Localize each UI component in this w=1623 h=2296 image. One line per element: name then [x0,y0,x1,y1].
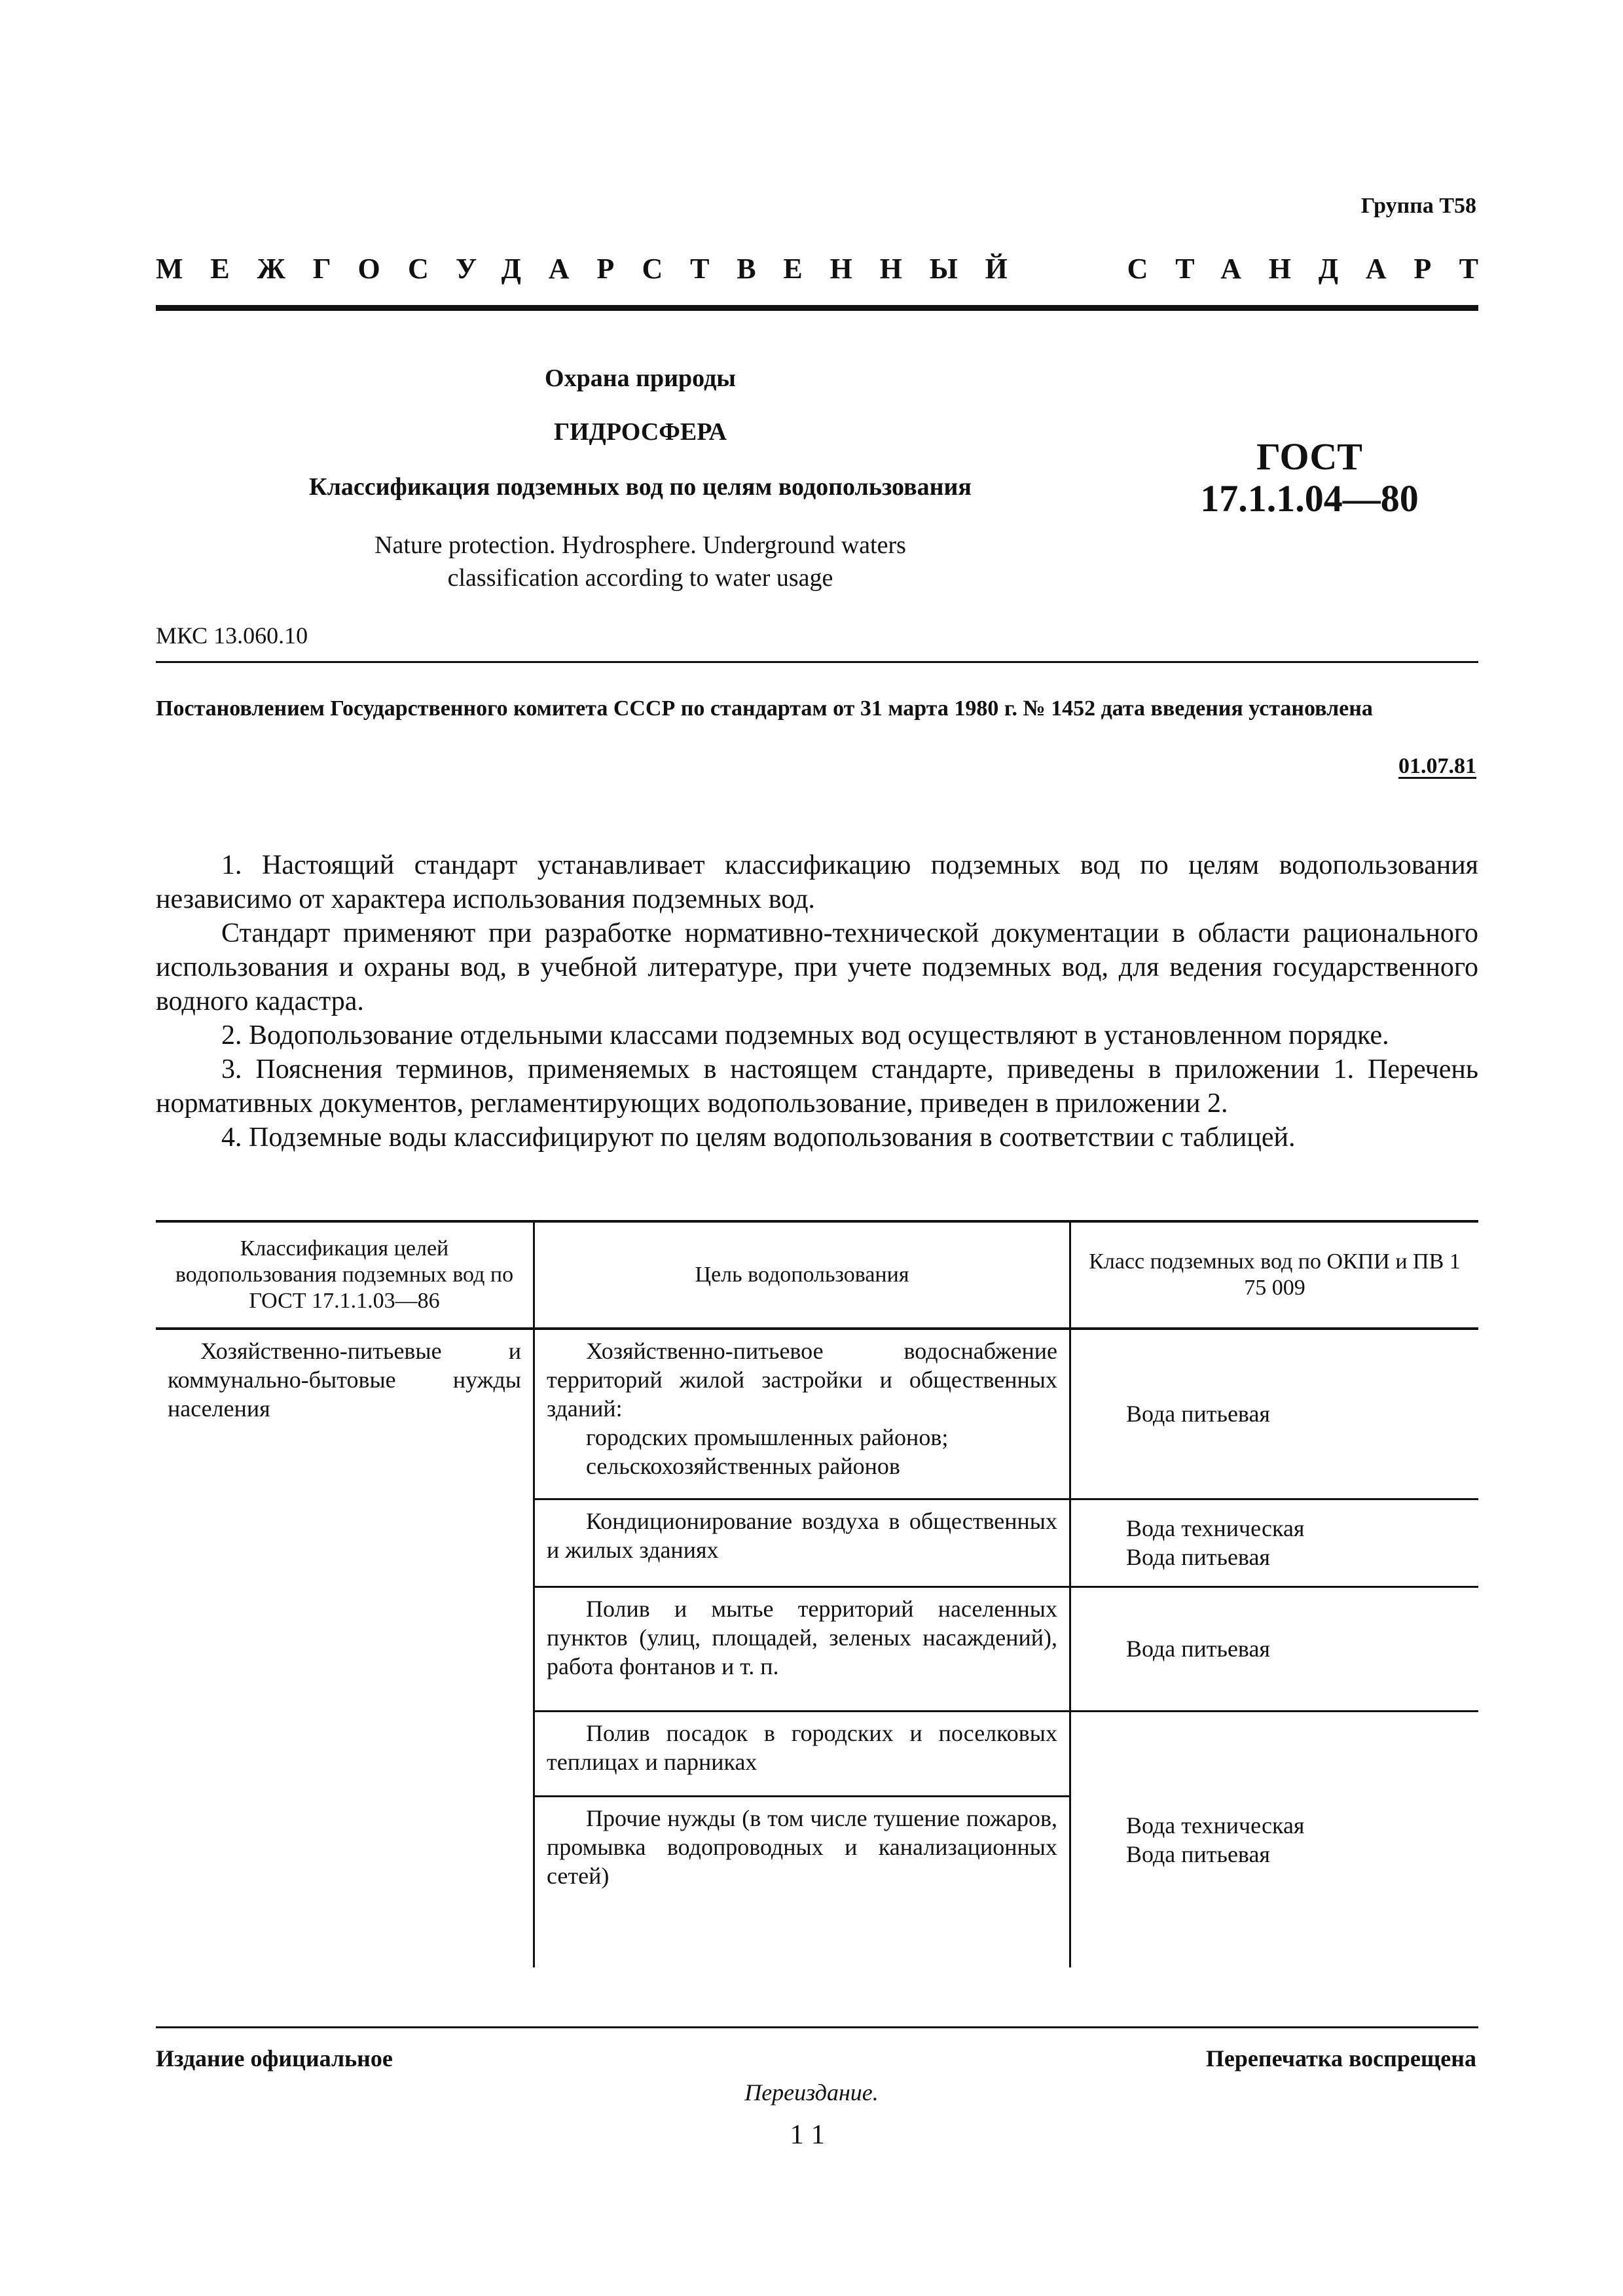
title-hydrosphere: ГИДРОСФЕРА [553,418,727,446]
table-header-row [156,1221,1478,1329]
reprint-prohibited: Перепечатка воспрещена [1205,2045,1476,2072]
water-class-line: Вода техническая [1126,1812,1305,1839]
classification-table [156,1220,1478,1967]
mks-rule [156,661,1478,663]
footer-rule [156,2026,1478,2028]
water-class-cell [1070,1587,1479,1711]
paragraph-1: 1. Настоящий стандарт устанавливает классификацию подземных вод по целям водопользования независимо от характера использования подземных вод. [156,850,1478,914]
water-class-line: Вода питьевая [1126,1401,1270,1427]
purpose-subitem: городских промышленных районов; [586,1424,949,1450]
purpose-subitem: сельскохозяйственных районов [586,1453,900,1479]
standard-heading [156,252,1506,285]
purpose-cell: Кондиционирование воздуха в общественных и жилых зданиях [534,1499,1070,1587]
water-class-line: Вода питьевая [1126,1636,1270,1662]
gost-designation [1139,436,1480,520]
paragraph-5: 4. Подземные воды классифицируют по целям водопользования в соответствии с таблицей. [221,1122,1296,1153]
purpose-text: Хозяйственно-питьевое водоснабжение территорий жилой застройки и общественных зданий: [547,1338,1057,1422]
title-classification: Классификация подземных вод по целям водопользования [309,473,972,501]
water-class-cell [1070,1329,1479,1499]
reissue-note: Переиздание. [744,2079,879,2106]
header-rule [156,305,1478,311]
water-class-cell [1070,1499,1479,1587]
table-row [156,1329,1478,1499]
title-english-line1: Nature protection. Hydrosphere. Underground waters [374,531,906,559]
group-code: Группа Т58 [1360,194,1476,218]
page-number: 11 [790,2120,833,2150]
official-edition: Издание официальное [156,2045,393,2072]
gost-number: 17.1.1.04—80 [1200,477,1419,520]
gost-label: ГОСТ [1256,435,1362,478]
title-english [156,529,1125,594]
decree-text: Постановлением Государственного комитета СССР по стандартам от 31 марта 1980 г. № 1452 дата введения установлена [156,696,1373,721]
purpose-cell [534,1329,1070,1499]
purpose-cell: Полив и мытье территорий населенных пунктов (улиц, площадей, зеленых насаждений), работа фонтанов и т. п. [534,1587,1070,1711]
header-purpose: Цель водопользования [534,1221,1070,1329]
classification-cell: Хозяйственно-питьевые и коммунально-бытовые нужды населения [168,1338,521,1422]
water-class-line: Вода питьевая [1126,1840,1270,1867]
heading-word-interstate: МЕЖГОСУДАРСТВЕННЫЙ [156,253,1035,285]
header-classification: Классификация целей водопользования подземных вод по ГОСТ 17.1.1.03—86 [156,1221,534,1329]
title-nature-protection: Охрана природы [545,365,736,392]
paragraph-2: Стандарт применяют при разработке нормативно-технической документации в области рационального использования и охраны вод, в учебной литературе, при учете подземных вод, для ведения государственного водного кадастра. [156,918,1478,1016]
mks-code: МКС 13.060.10 [156,622,308,649]
water-class-line: Вода питьевая [1126,1544,1270,1570]
header-water-class: Класс подземных вод по ОКПИ и ПВ 1 75 009 [1070,1221,1479,1329]
water-class-cell [1070,1711,1479,1967]
title-english-line2: classification according to water usage [447,564,833,592]
paragraph-3: 2. Водопользование отдельными классами подземных вод осуществляют в установленном порядке. [221,1020,1389,1050]
water-class-line: Вода техническая [1126,1515,1305,1541]
paragraph-4: 3. Пояснения терминов, применяемых в настоящем стандарте, приведены в приложении 1. Перечень нормативных документов, регламентирующих водопользование, приведен в приложении 2. [156,1054,1478,1119]
purpose-cell: Полив посадок в городских и поселковых теплицах и парниках [534,1711,1070,1796]
purpose-cell: Прочие нужды (в том числе тушение пожаров, промывка водопроводных и канализационных сетей) [534,1796,1070,1967]
body-text [156,848,1478,1155]
introduction-date: 01.07.81 [1398,754,1476,778]
heading-word-standard: СТАНДАРТ [1127,253,1506,285]
